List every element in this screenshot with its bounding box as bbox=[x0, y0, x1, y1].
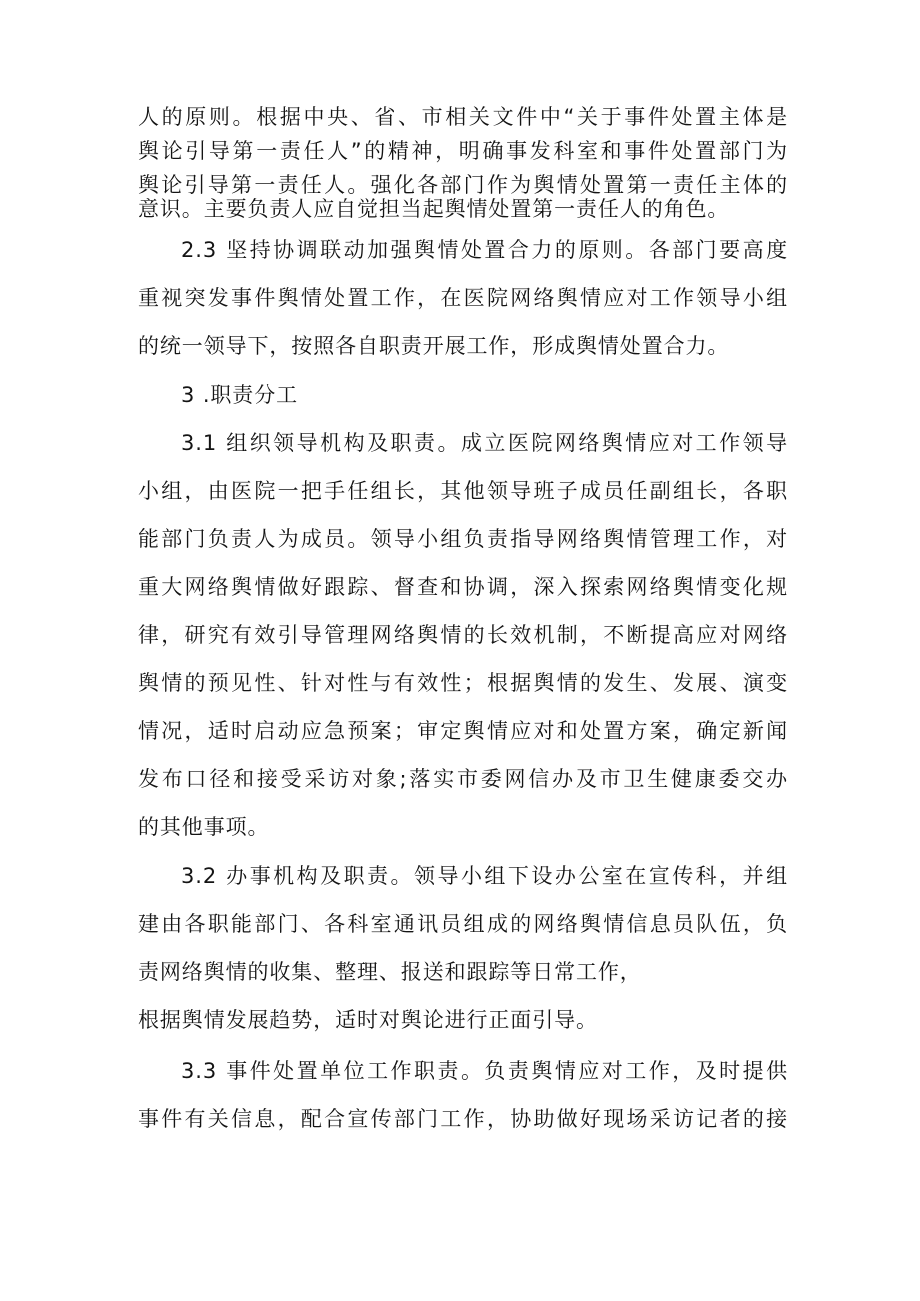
section-heading-3-1: 3.1 组织领导机构及职责。成立医院网络舆情应对工作领导 bbox=[181, 431, 788, 455]
section-heading-3: 3 .职责分工 bbox=[181, 383, 299, 407]
text-line: 责网络舆情的收集、整理、报送和跟踪等日常工作， bbox=[138, 960, 642, 984]
section-heading-3-2: 3.2 办事机构及职责。领导小组下设办公室在宣传科，并组 bbox=[181, 864, 788, 888]
text-line: 人的原则。根据中央、省、市相关文件中“关于事件处置主体是 bbox=[138, 105, 788, 129]
text-line: 情况，适时启动应急预案；审定舆情应对和处置方案，确定新闻 bbox=[138, 719, 788, 743]
text-line: 舆情的预见性、针对性与有效性；根据舆情的发生、发展、演变 bbox=[138, 671, 788, 695]
text-line: 舆论引导第一责任人。强化各部门作为舆情处置第一责任主体的 bbox=[138, 173, 788, 197]
text-line: 重大网络舆情做好跟踪、督查和协调，深入探索网络舆情变化规 bbox=[138, 575, 788, 599]
text-line: 重视突发事件舆情处置工作，在医院网络舆情应对工作领导小组 bbox=[138, 286, 788, 310]
text-line: 律，研究有效引导管理网络舆情的长效机制，不断提高应对网络 bbox=[138, 623, 788, 647]
section-heading-3-3: 3.3 事件处置单位工作职责。负责舆情应对工作，及时提供 bbox=[181, 1059, 788, 1083]
text-line: 建由各职能部门、各科室通讯员组成的网络舆情信息员队伍，负 bbox=[138, 912, 788, 936]
text-line: 的统一领导下，按照各自职责开展工作，形成舆情处置合力。 bbox=[138, 334, 730, 358]
text-line: 根据舆情发展趋势，适时对舆论进行正面引导。 bbox=[138, 1008, 598, 1032]
text-line: 发布口径和接受采访对象;落实市委网信办及市卫生健康委交办 bbox=[138, 767, 788, 791]
text-line: 事件有关信息，配合宣传部门工作，协助做好现场采访记者的接 bbox=[138, 1107, 788, 1131]
text-line: 小组，由医院一把手任组长，其他领导班子成员任副组长，各职 bbox=[138, 479, 788, 503]
text-line: 的其他事项。 bbox=[138, 815, 270, 839]
text-line: 舆论引导第一责任人”的精神，明确事发科室和事件处置部门为 bbox=[138, 139, 788, 163]
text-line: 意识。主要负责人应自觉担当起舆情处置第一责任人的角色。 bbox=[138, 197, 730, 221]
text-line: 能部门负责人为成员。领导小组负责指导网络舆情管理工作，对 bbox=[138, 527, 788, 551]
section-heading-2-3: 2.3 坚持协调联动加强舆情处置合力的原则。各部门要高度 bbox=[181, 238, 788, 262]
